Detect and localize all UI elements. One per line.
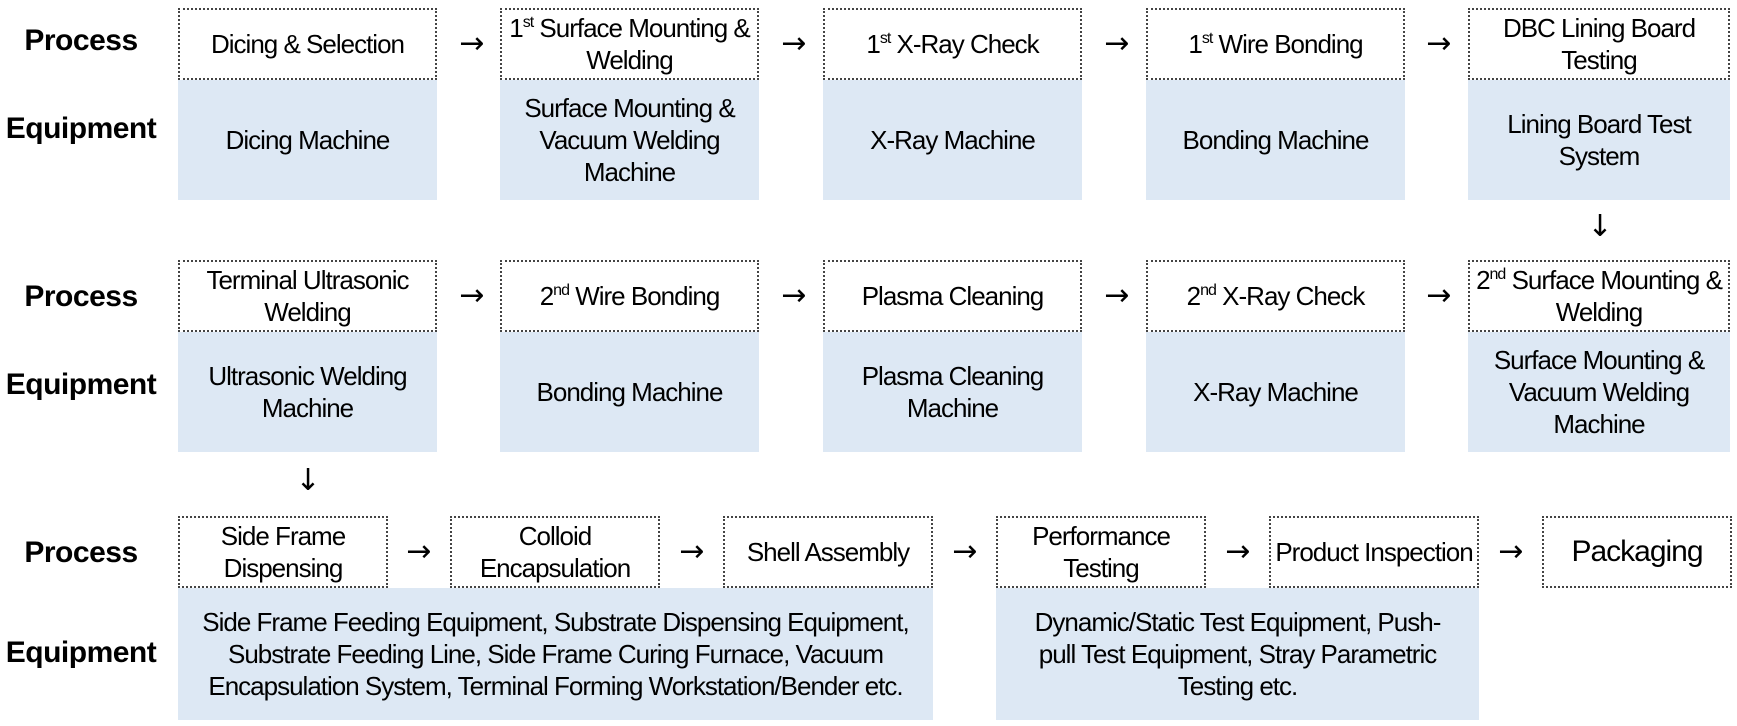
equipment-ultrasonic-welding-machine xyxy=(178,332,437,452)
equipment-dicing-machine xyxy=(178,80,437,200)
equipment-x-ray-machine xyxy=(823,80,1082,200)
ordinal-number: 2 xyxy=(539,281,554,311)
equipment-label: Bonding Machine xyxy=(1182,125,1369,155)
process-2nd-x-ray-check xyxy=(1146,260,1405,332)
ordinal-number: 1 xyxy=(1188,29,1202,59)
row1-equipment-label: Equipment xyxy=(5,112,157,145)
process-text: X-Ray Check xyxy=(1222,281,1365,311)
process-dbc-lining-board-testing xyxy=(1468,8,1730,80)
process-label xyxy=(1474,264,1724,328)
ordinal-number: 1 xyxy=(866,29,880,59)
process-1st-surface-mounting-welding xyxy=(500,8,759,80)
equipment-label: Bonding Machine xyxy=(536,377,723,407)
right-arrow-icon: → xyxy=(781,26,807,61)
process-1st-wire-bonding xyxy=(1146,8,1405,80)
right-arrow-icon: → xyxy=(1104,26,1130,61)
process-performance-testing xyxy=(996,516,1206,588)
process-packaging xyxy=(1542,516,1732,588)
equipment-label: Ultrasonic Welding Machine xyxy=(208,361,407,423)
row1-process-label: Process xyxy=(24,24,138,57)
right-arrow-icon: → xyxy=(1426,26,1452,61)
process-label: Performance Testing xyxy=(1032,521,1170,583)
ordinal-suffix: nd xyxy=(1200,282,1216,299)
ordinal-suffix: st xyxy=(1201,30,1213,47)
equipment-testing-line xyxy=(996,588,1479,720)
process-label: Product Inspection xyxy=(1275,537,1473,567)
ordinal-number: 2 xyxy=(1186,281,1201,311)
process-2nd-wire-bonding xyxy=(500,260,759,332)
right-arrow-icon: → xyxy=(1426,278,1452,313)
equipment-label: Surface Mounting & Vacuum Welding Machine xyxy=(1493,345,1705,439)
process-label: Terminal Ultrasonic Welding xyxy=(206,265,409,327)
process-label: Side Frame Dispensing xyxy=(220,521,346,583)
equipment-label: X-Ray Machine xyxy=(870,125,1035,155)
process-label xyxy=(540,280,720,312)
process-label: Colloid Encapsulation xyxy=(479,521,631,583)
right-arrow-icon: → xyxy=(952,534,978,569)
equipment-encapsulation-line xyxy=(178,588,933,720)
right-arrow-icon: → xyxy=(406,534,432,569)
equipment-label: Surface Mounting & Vacuum Welding Machine xyxy=(524,93,735,187)
equipment-surface-mounting-vacuum-welding xyxy=(1468,332,1730,452)
process-label xyxy=(866,28,1038,60)
process-text: Wire Bonding xyxy=(575,281,720,311)
equipment-label: Plasma Cleaning Machine xyxy=(861,361,1044,423)
process-label xyxy=(1187,280,1365,312)
process-text: Surface Mounting & Welding xyxy=(539,13,750,75)
ordinal-suffix: nd xyxy=(553,282,569,299)
right-arrow-icon: → xyxy=(1225,534,1251,569)
process-label xyxy=(1188,28,1362,60)
process-product-inspection xyxy=(1269,516,1479,588)
process-side-frame-dispensing xyxy=(178,516,388,588)
equipment-label: Lining Board Test System xyxy=(1507,109,1691,171)
process-1st-x-ray-check xyxy=(823,8,1082,80)
process-label: DBC Lining Board Testing xyxy=(1502,13,1696,75)
row3-equipment-label: Equipment xyxy=(5,636,157,669)
right-arrow-icon: → xyxy=(679,534,705,569)
equipment-lining-board-test-system xyxy=(1468,80,1730,200)
right-arrow-icon: → xyxy=(459,26,485,61)
row2-process-label: Process xyxy=(24,280,138,313)
equipment-bonding-machine xyxy=(500,332,759,452)
process-dicing-selection xyxy=(178,8,437,80)
ordinal-suffix: st xyxy=(522,14,534,31)
process-plasma-cleaning xyxy=(823,260,1082,332)
process-text: Wire Bonding xyxy=(1218,29,1363,59)
ordinal-number: 2 xyxy=(1476,265,1490,295)
equipment-label: Dicing Machine xyxy=(225,125,390,155)
process-label: Dicing & Selection xyxy=(211,29,404,59)
process-shell-assembly xyxy=(723,516,933,588)
process-text: Surface Mounting & Welding xyxy=(1511,265,1722,327)
process-terminal-ultrasonic-welding xyxy=(178,260,437,332)
ordinal-suffix: nd xyxy=(1489,266,1506,283)
process-label: Plasma Cleaning xyxy=(861,281,1044,311)
equipment-label: Dynamic/Static Test Equipment, Push-pull Test Equipment, Stray Parametric Testing etc. xyxy=(1034,607,1441,701)
ordinal-suffix: st xyxy=(879,30,891,47)
equipment-bonding-machine xyxy=(1146,80,1405,200)
row3-process-label: Process xyxy=(24,536,138,569)
down-arrow-icon: ↓ xyxy=(295,463,321,498)
equipment-label: Side Frame Feeding Equipment, Substrate Dispensing Equipment, Substrate Feeding Line, Side Frame Curing Furnace, Vacuum Encapsulation System, Terminal Forming Workstation/Bender etc. xyxy=(202,607,909,701)
equipment-plasma-cleaning-machine xyxy=(823,332,1082,452)
process-2nd-surface-mounting-welding xyxy=(1468,260,1730,332)
row2-equipment-label: Equipment xyxy=(5,368,157,401)
process-text: X-Ray Check xyxy=(896,29,1039,59)
equipment-surface-mounting-vacuum-welding xyxy=(500,80,759,200)
ordinal-number: 1 xyxy=(509,13,523,43)
right-arrow-icon: → xyxy=(459,278,485,313)
process-label xyxy=(506,12,753,76)
process-label: Shell Assembly xyxy=(746,537,910,567)
equipment-x-ray-machine xyxy=(1146,332,1405,452)
right-arrow-icon: → xyxy=(1104,278,1130,313)
right-arrow-icon: → xyxy=(781,278,807,313)
down-arrow-icon: ↓ xyxy=(1587,209,1613,244)
right-arrow-icon: → xyxy=(1498,534,1524,569)
equipment-label: X-Ray Machine xyxy=(1193,377,1358,407)
process-colloid-encapsulation xyxy=(450,516,660,588)
process-label: Packaging xyxy=(1571,535,1703,568)
